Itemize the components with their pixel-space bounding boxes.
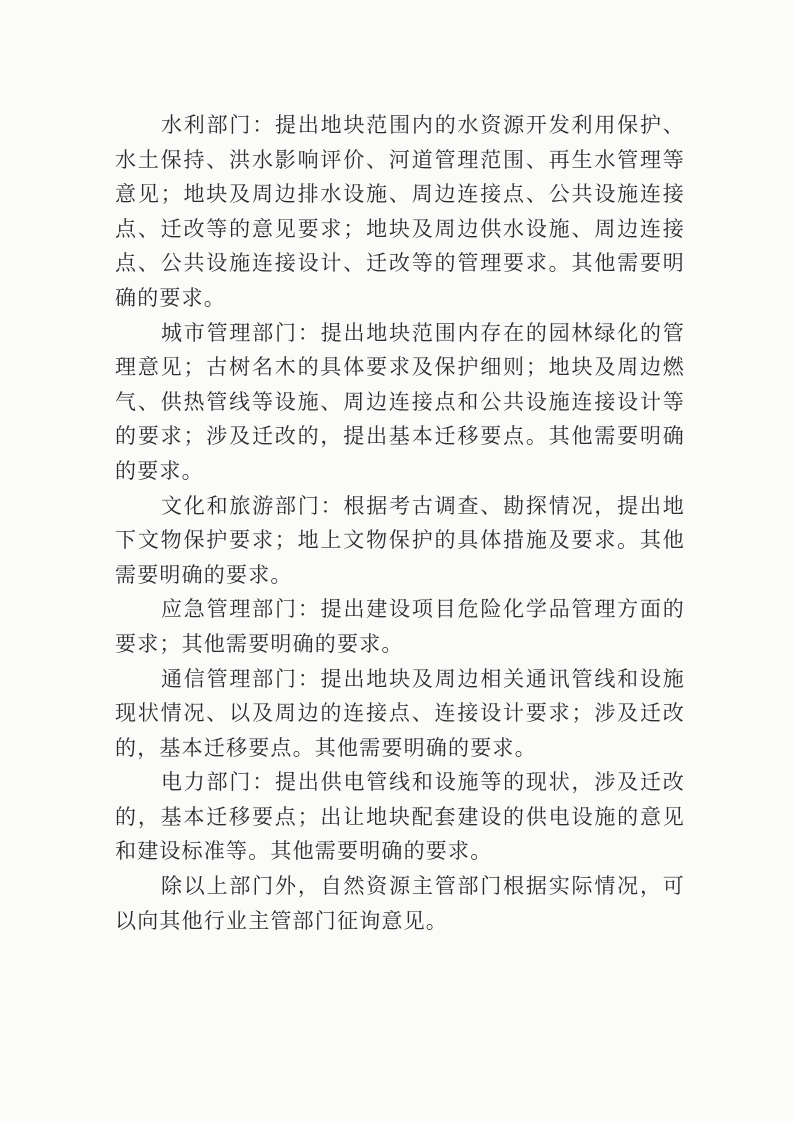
document-body <box>115 108 685 938</box>
paragraph-culture-tourism: 文化和旅游部门：根据考古调查、勘探情况，提出地下文物保护要求；地上文物保护的具体措施及要求。其他需要明确的要求。 <box>115 493 685 587</box>
paragraph-urban-management: 城市管理部门：提出地块范围内存在的园林绿化的管理意见；古树名木的具体要求及保护细则；地块及周边燃气、供热管线等设施、周边连接点和公共设施连接设计等的要求；涉及迁改的，提出基本迁移要点。其他需要明确的要求。 <box>115 320 685 483</box>
paragraph-other-departments: 除以上部门外，自然资源主管部门根据实际情况，可以向其他行业主管部门征询意见。 <box>115 874 685 933</box>
paragraph-communications-management: 通信管理部门：提出地块及周边相关通讯管线和设施现状情况、以及周边的连接点、连接设计要求；涉及迁改的，基本迁移要点。其他需要明确的要求。 <box>115 666 685 760</box>
paragraph-emergency-management: 应急管理部门：提出建设项目危险化学品管理方面的要求；其他需要明确的要求。 <box>115 597 685 656</box>
paragraph-water-resources: 水利部门：提出地块范围内的水资源开发利用保护、水土保持、洪水影响评价、河道管理范围、再生水管理等意见；地块及周边排水设施、周边连接点、公共设施连接点、迁改等的意见要求；地块及周边供水设施、周边连接点、公共设施连接设计、迁改等的管理要求。其他需要明确的要求。 <box>115 113 685 310</box>
paragraph-electric-power: 电力部门：提出供电管线和设施等的现状，涉及迁改的，基本迁移要点；出让地块配套建设的供电设施的意见和建设标准等。其他需要明确的要求。 <box>115 770 685 864</box>
